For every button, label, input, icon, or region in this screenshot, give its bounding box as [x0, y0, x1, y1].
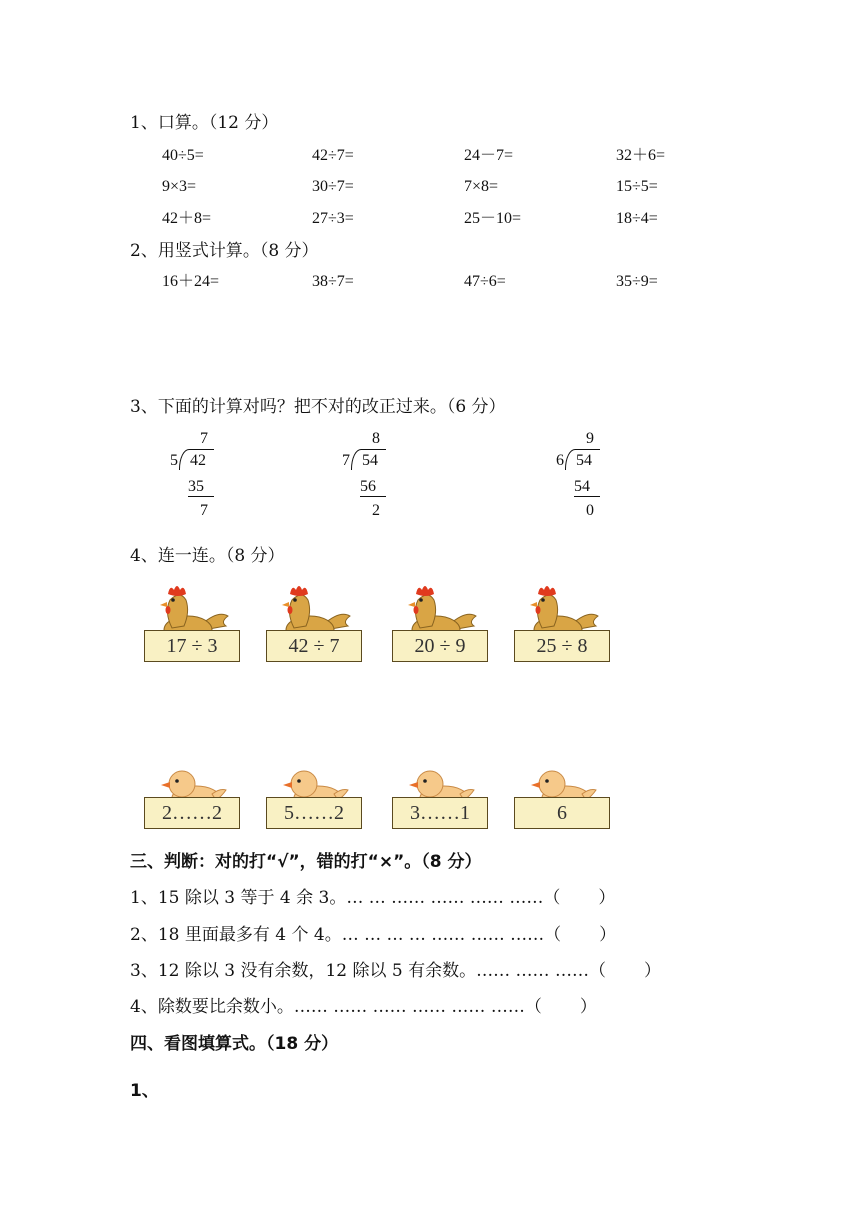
q1-item: 7×8=: [464, 178, 499, 195]
quotient: 9: [586, 430, 594, 447]
judge-text: 3、12 除以 3 没有余数，12 除以 5 有余数。…… …… ……（: [130, 961, 606, 981]
q1-item: 9×3=: [162, 178, 197, 195]
q2-item: 35÷9=: [616, 273, 658, 290]
judge-close: ）: [598, 888, 616, 908]
dividend: 42: [190, 452, 206, 469]
product: 56: [360, 478, 386, 497]
judge-item-2: [130, 924, 616, 946]
product: 54: [574, 478, 600, 497]
judge-text: 2、18 里面最多有 4 个 4。… … … … …… …… ……（: [130, 925, 562, 945]
quotient: 8: [372, 430, 380, 447]
hen-card-4[interactable]: 25 ÷ 8: [514, 630, 610, 662]
judge-close: ）: [579, 997, 597, 1017]
remainder: 2: [372, 502, 380, 519]
q1-item: 27÷3=: [312, 210, 354, 227]
divisor: 7: [342, 452, 350, 469]
q1-item: 24－7=: [464, 147, 514, 164]
divisor: 5: [170, 452, 178, 469]
q1-item: 40÷5=: [162, 147, 204, 164]
section4-sub1: 1、: [130, 1081, 159, 1101]
q1-item: 25－10=: [464, 210, 522, 227]
section4-title: 四、看图填算式。（18 分）: [130, 1034, 339, 1054]
judge-item-3: [130, 960, 661, 982]
judge-close: ）: [643, 961, 661, 981]
judge-item-4: [130, 996, 597, 1018]
chick-card-4[interactable]: 6: [514, 797, 610, 829]
q2-title: 2、用竖式计算。（8 分）: [130, 241, 319, 261]
dividend: 54: [362, 452, 378, 469]
divisor: 6: [556, 452, 564, 469]
q1-item: 42÷7=: [312, 147, 354, 164]
q1-item: 15÷5=: [616, 178, 658, 195]
q2-item: 38÷7=: [312, 273, 354, 290]
hen-card-1[interactable]: 17 ÷ 3: [144, 630, 240, 662]
q2-item: 16＋24=: [162, 273, 220, 290]
judge-close: ）: [599, 925, 617, 945]
q4-title: 4、连一连。（8 分）: [130, 546, 285, 566]
dividend: 54: [576, 452, 592, 469]
remainder: 0: [586, 502, 594, 519]
remainder: 7: [200, 502, 208, 519]
section3-title: 三、判断：对的打“√”，错的打“×”。（8 分）: [130, 852, 482, 872]
product: 35: [188, 478, 214, 497]
judge-item-1: [130, 887, 615, 909]
q1-item: 32＋6=: [616, 147, 666, 164]
chick-card-2[interactable]: 5……2: [266, 797, 362, 829]
hen-card-3[interactable]: 20 ÷ 9: [392, 630, 488, 662]
q1-item: 30÷7=: [312, 178, 354, 195]
hen-card-2[interactable]: 42 ÷ 7: [266, 630, 362, 662]
q2-item: 47÷6=: [464, 273, 506, 290]
chick-card-1[interactable]: 2……2: [144, 797, 240, 829]
judge-text: 1、15 除以 3 等于 4 余 3。… … …… …… …… ……（: [130, 888, 561, 908]
quotient: 7: [200, 430, 208, 447]
judge-text: 4、除数要比余数小。…… …… …… …… …… ……（: [130, 997, 542, 1017]
chick-card-3[interactable]: 3……1: [392, 797, 488, 829]
q1-title: 1、口算。（12 分）: [130, 113, 279, 133]
q1-item: 42＋8=: [162, 210, 212, 227]
q3-title: 3、下面的计算对吗？把不对的改正过来。（6 分）: [130, 397, 506, 417]
q1-item: 18÷4=: [616, 210, 658, 227]
